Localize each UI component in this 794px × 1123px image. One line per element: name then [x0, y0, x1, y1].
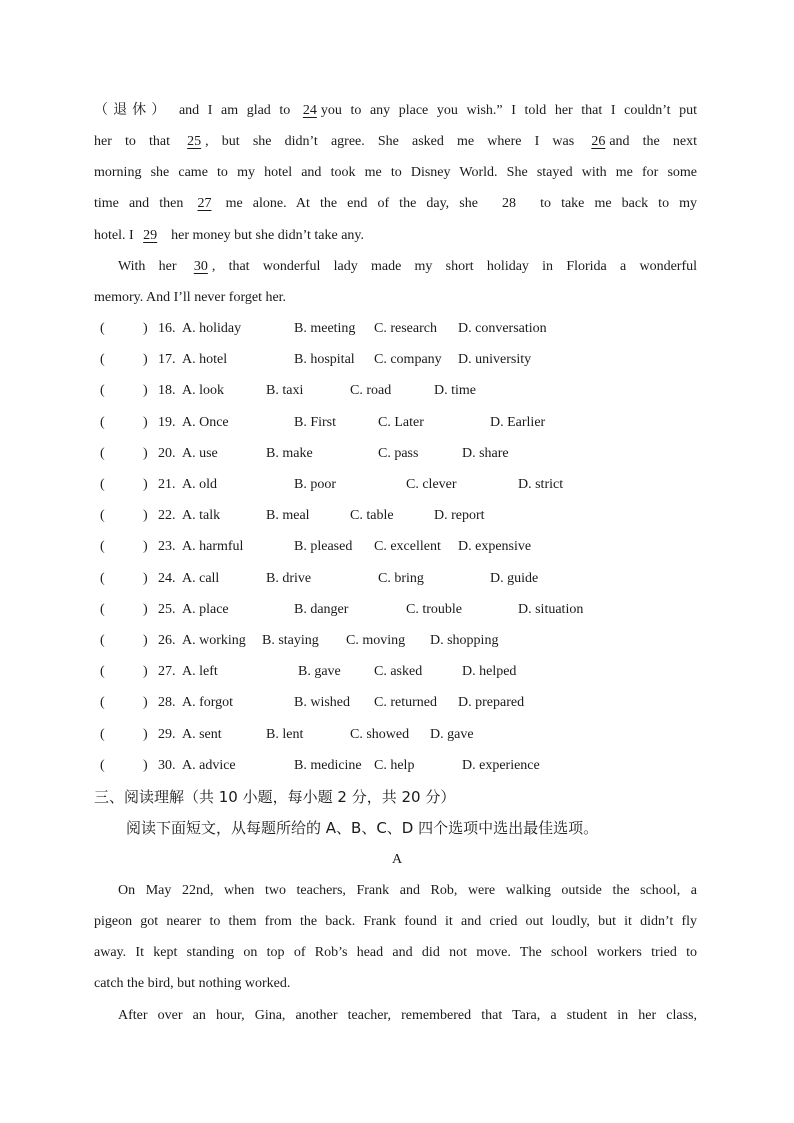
reading-text: catch the bird, but nothing worked.: [94, 976, 291, 991]
question-number: 29.: [158, 727, 176, 742]
option-c[interactable]: C. asked: [374, 664, 423, 679]
answer-paren-close: ): [143, 508, 148, 523]
question-number: 16.: [158, 321, 176, 336]
answer-paren-close: ): [143, 352, 148, 367]
reading-text: After over an hour, Gina, another teacher, remembered that Tara, a student in her class,: [118, 1008, 697, 1023]
blank-27: 27: [197, 196, 212, 211]
option-b[interactable]: B. danger: [294, 602, 349, 617]
passage-text: With her: [118, 259, 177, 274]
question-number: 17.: [158, 352, 176, 367]
question-number: 27.: [158, 664, 176, 679]
option-a[interactable]: A. old: [182, 477, 217, 492]
answer-paren-close: ): [143, 602, 148, 617]
option-d[interactable]: D. conversation: [458, 321, 547, 336]
answer-paren-open[interactable]: (: [100, 571, 105, 586]
answer-paren-close: ): [143, 758, 148, 773]
option-b[interactable]: B. hospital: [294, 352, 355, 367]
option-a[interactable]: A. sent: [182, 727, 222, 742]
passage-text: you to any place you wish.” I told her that I couldn’t put: [320, 103, 697, 118]
passage-text: , that wonderful lady made my short holiday in Florida a wonderful: [211, 259, 697, 274]
passage-letter: A: [391, 852, 403, 867]
option-c[interactable]: C. trouble: [406, 602, 462, 617]
answer-paren-open[interactable]: (: [100, 508, 105, 523]
question-row: [0, 723, 794, 747]
question-number: 25.: [158, 602, 176, 617]
option-d[interactable]: D. university: [458, 352, 532, 367]
option-d[interactable]: D. experience: [462, 758, 540, 773]
question-row: [0, 473, 794, 497]
option-d[interactable]: D. gave: [430, 727, 474, 742]
question-row: [0, 348, 794, 372]
question-row: [0, 317, 794, 341]
option-c[interactable]: C. research: [374, 321, 437, 336]
answer-paren-close: ): [143, 571, 148, 586]
question-row: [0, 691, 794, 715]
option-b[interactable]: B. gave: [298, 664, 341, 679]
option-b[interactable]: B. meeting: [294, 321, 356, 336]
passage-text: memory. And I’ll never forget her.: [94, 290, 287, 305]
option-d[interactable]: D. situation: [518, 602, 584, 617]
answer-paren-close: ): [143, 383, 148, 398]
option-d[interactable]: D. report: [434, 508, 485, 523]
question-row: [0, 442, 794, 466]
option-a[interactable]: A. forgot: [182, 695, 234, 710]
option-a[interactable]: A. use: [182, 446, 218, 461]
passage-text: me alone. At the end of the day, she: [225, 196, 478, 211]
question-number: 20.: [158, 446, 176, 461]
option-d[interactable]: D. guide: [490, 571, 539, 586]
option-a[interactable]: A. holiday: [182, 321, 242, 336]
passage-line-1: [94, 99, 697, 123]
passage-text: hotel. I: [94, 228, 134, 243]
passage-text: to take me back to my: [540, 196, 697, 211]
option-a[interactable]: A. working: [182, 633, 246, 648]
passage-text: , but she didn’t agree. She asked me where I was: [205, 134, 575, 149]
reading-text: away. It kept standing on top of Rob’s head and did not move. The school workers tried to: [94, 945, 697, 960]
reading-text: On May 22nd, when two teachers, Frank and Rob, were walking outside the school, a: [118, 883, 697, 898]
option-c[interactable]: C. help: [374, 758, 415, 773]
option-b[interactable]: B. drive: [266, 571, 312, 586]
option-c[interactable]: C. road: [350, 383, 392, 398]
blank-25: 25: [187, 134, 202, 149]
answer-paren-close: ): [143, 727, 148, 742]
answer-paren-open[interactable]: (: [100, 477, 105, 492]
question-number: 28.: [158, 695, 176, 710]
answer-paren-close: ): [143, 321, 148, 336]
question-number: 19.: [158, 415, 176, 430]
option-c[interactable]: C. moving: [346, 633, 406, 648]
question-number: 22.: [158, 508, 176, 523]
passage-text: her to that: [94, 134, 171, 149]
option-a[interactable]: A. talk: [182, 508, 221, 523]
reading-line-1: [118, 879, 697, 903]
answer-paren-close: ): [143, 695, 148, 710]
question-row: [0, 411, 794, 435]
option-b[interactable]: B. wished: [294, 695, 350, 710]
question-row: [0, 754, 794, 778]
option-c[interactable]: C. Later: [378, 415, 424, 430]
blank-28: 28: [502, 196, 517, 211]
option-b[interactable]: B. lent: [266, 727, 304, 742]
passage-text: time and then: [94, 196, 184, 211]
answer-paren-open[interactable]: (: [100, 321, 105, 336]
option-a[interactable]: A. call: [182, 571, 220, 586]
option-b[interactable]: B. pleased: [294, 539, 353, 554]
option-b[interactable]: B. make: [266, 446, 313, 461]
option-d[interactable]: D. expensive: [458, 539, 532, 554]
answer-paren-open[interactable]: (: [100, 415, 105, 430]
option-b[interactable]: B. poor: [294, 477, 336, 492]
reading-line-5: [118, 1004, 697, 1028]
answer-paren-open[interactable]: (: [100, 727, 105, 742]
question-number: 18.: [158, 383, 176, 398]
option-c[interactable]: C. clever: [406, 477, 457, 492]
question-row: [0, 379, 794, 403]
question-row: [0, 535, 794, 559]
blank-26: 26: [591, 134, 606, 149]
option-a[interactable]: A. place: [182, 602, 229, 617]
question-number: 23.: [158, 539, 176, 554]
option-c[interactable]: C. company: [374, 352, 442, 367]
question-row: [0, 504, 794, 528]
option-a[interactable]: A. left: [182, 664, 218, 679]
question-number: 24.: [158, 571, 176, 586]
answer-paren-close: ): [143, 664, 148, 679]
blank-24: 24: [302, 103, 317, 118]
option-c[interactable]: C. returned: [374, 695, 437, 710]
option-a[interactable]: A. hotel: [182, 352, 228, 367]
answer-paren-close: ): [143, 446, 148, 461]
question-row: [0, 660, 794, 684]
option-c[interactable]: C. showed: [350, 727, 410, 742]
option-c[interactable]: C. bring: [378, 571, 424, 586]
option-b[interactable]: B. medicine: [294, 758, 362, 773]
section-instruction: 阅读下面短文，从每题所给的 A、B、C、D 四个选项中选出最佳选项。: [126, 819, 599, 837]
option-d[interactable]: D. shopping: [430, 633, 499, 648]
answer-paren-open[interactable]: (: [100, 695, 105, 710]
passage-text: her money but she didn’t take any.: [171, 228, 364, 243]
reading-line-2: [94, 910, 697, 934]
answer-paren-open[interactable]: (: [100, 602, 105, 617]
option-d[interactable]: D. share: [462, 446, 509, 461]
answer-paren-open[interactable]: (: [100, 383, 105, 398]
passage-line-3: [94, 161, 697, 185]
question-number: 30.: [158, 758, 176, 773]
answer-paren-close: ): [143, 539, 148, 554]
option-c[interactable]: C. excellent: [374, 539, 441, 554]
passage-text: and the next: [609, 134, 697, 149]
answer-paren-open[interactable]: (: [100, 664, 105, 679]
reading-line-4: [94, 972, 290, 996]
passage-text: （退休）: [94, 103, 171, 118]
option-d[interactable]: D. helped: [462, 664, 517, 679]
passage-line-6: [118, 255, 697, 279]
passage-text: morning she came to my hotel and took me to Disney World. She stayed with me for some: [94, 165, 697, 180]
answer-paren-open[interactable]: (: [100, 539, 105, 554]
passage-line-5: [94, 224, 364, 248]
option-b[interactable]: B. meal: [266, 508, 310, 523]
question-number: 21.: [158, 477, 176, 492]
option-d[interactable]: D. time: [434, 383, 476, 398]
passage-line-7: [94, 286, 286, 310]
passage-line-2: [94, 130, 697, 154]
blank-29: 29: [143, 228, 158, 243]
section-heading: 三、阅读理解（共 10 小题，每小题 2 分，共 20 分）: [94, 788, 456, 806]
option-a[interactable]: A. Once: [182, 415, 229, 430]
reading-text: pigeon got nearer to them from the back. Frank found it and cried out loudly, but it didn’t fly: [94, 914, 697, 929]
question-row: [0, 598, 794, 622]
option-d[interactable]: D. prepared: [458, 695, 525, 710]
option-c[interactable]: C. pass: [378, 446, 419, 461]
option-a[interactable]: A. harmful: [182, 539, 244, 554]
option-b[interactable]: B. staying: [262, 633, 319, 648]
answer-paren-close: ): [143, 633, 148, 648]
question-number: 26.: [158, 633, 176, 648]
answer-paren-open[interactable]: (: [100, 758, 105, 773]
blank-30: 30: [193, 259, 208, 274]
option-b[interactable]: B. taxi: [266, 383, 304, 398]
answer-paren-open[interactable]: (: [100, 446, 105, 461]
answer-paren-close: ): [143, 415, 148, 430]
option-a[interactable]: A. advice: [182, 758, 236, 773]
question-row: [0, 567, 794, 591]
answer-paren-open[interactable]: (: [100, 352, 105, 367]
passage-text: and I am glad to: [178, 103, 291, 118]
option-b[interactable]: B. First: [294, 415, 337, 430]
answer-paren-close: ): [143, 477, 148, 492]
answer-paren-open[interactable]: (: [100, 633, 105, 648]
option-d[interactable]: D. strict: [518, 477, 564, 492]
option-d[interactable]: D. Earlier: [490, 415, 546, 430]
question-row: [0, 629, 794, 653]
reading-line-3: [94, 941, 697, 965]
passage-line-4: [94, 192, 697, 216]
option-c[interactable]: C. table: [350, 508, 394, 523]
option-a[interactable]: A. look: [182, 383, 224, 398]
